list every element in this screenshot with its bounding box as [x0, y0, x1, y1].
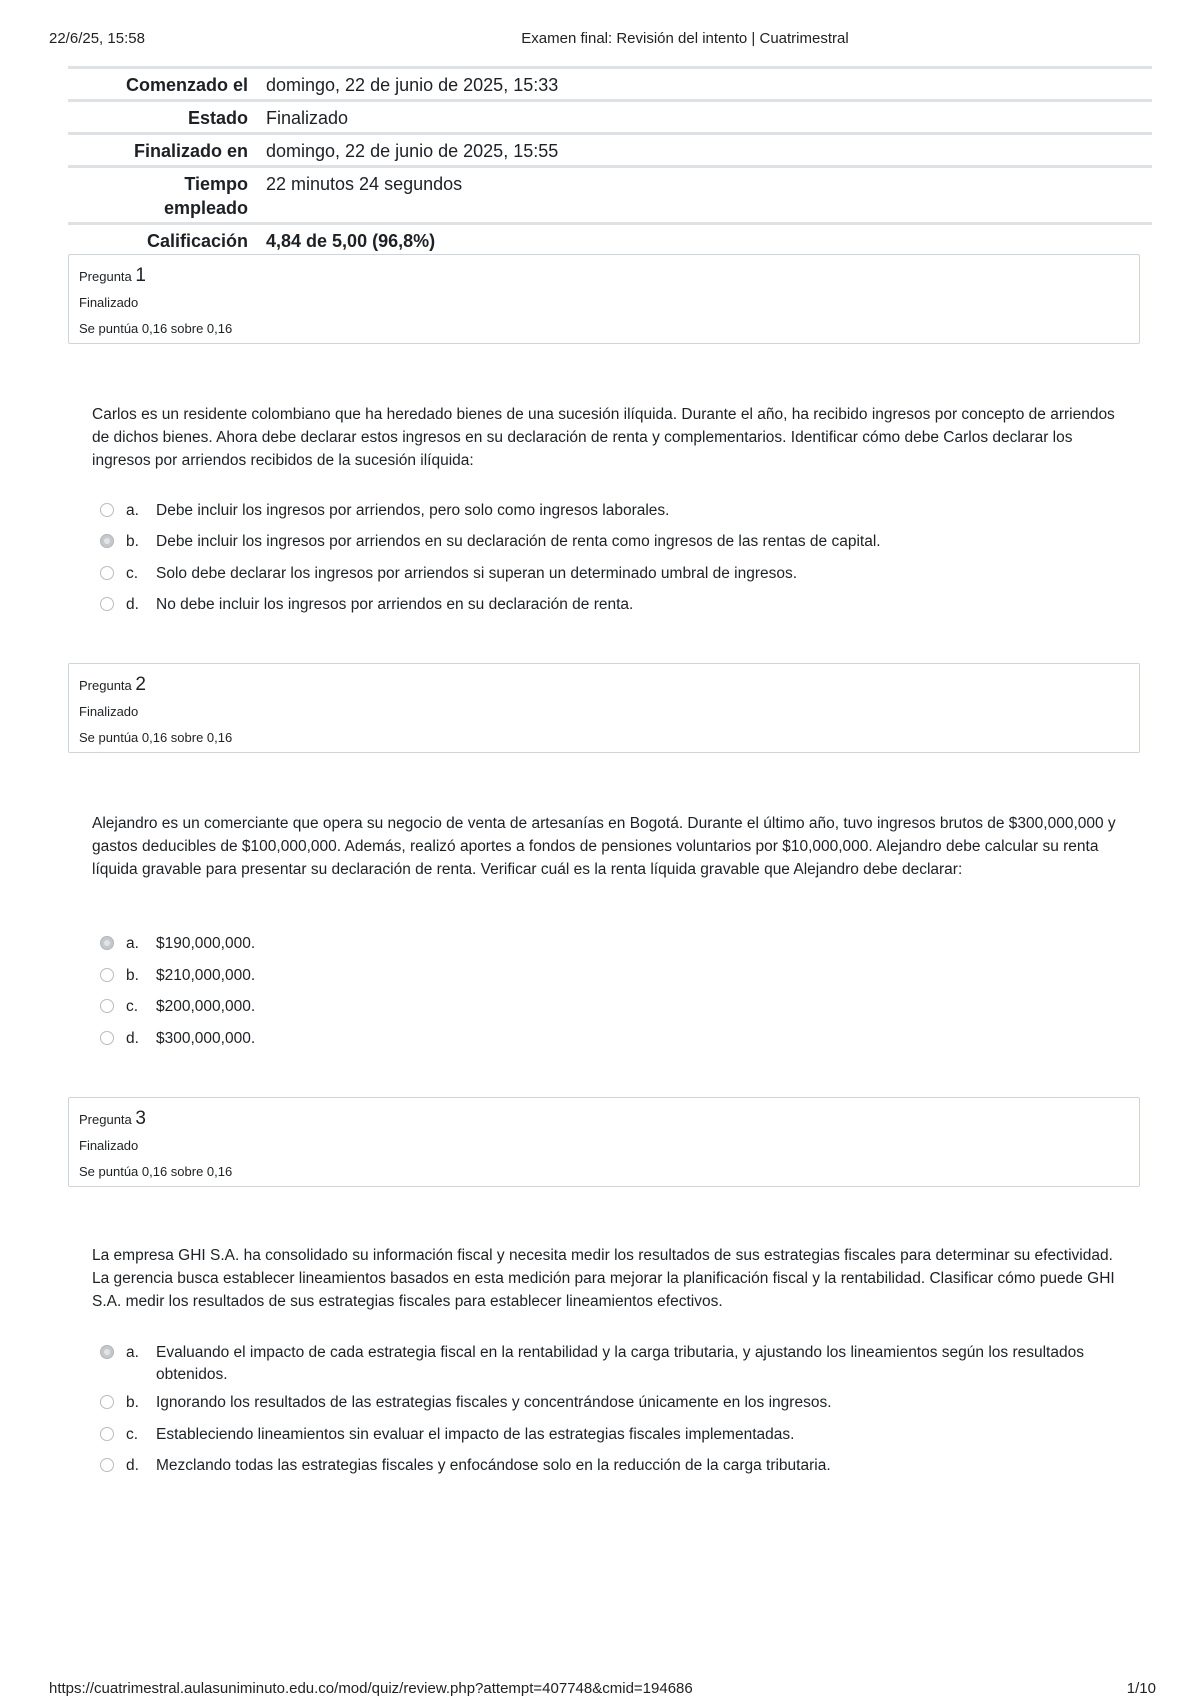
option-text: Mezclando todas las estrategias fiscales y enfocándose solo en la reducción de la carga tributaria. — [156, 1457, 831, 1474]
radio-button[interactable] — [100, 503, 114, 517]
page-url: https://cuatrimestral.aulasuniminuto.edu.co/mod/quiz/review.php?attempt=407748&cmid=194686 — [49, 1680, 693, 1697]
answer-option[interactable] — [100, 996, 1130, 1018]
option-text: $200,000,000. — [156, 998, 256, 1015]
question-label: Pregunta — [79, 1112, 132, 1127]
summary-value: 22 minutos 24 segundos — [266, 174, 463, 194]
answer-option[interactable] — [100, 933, 1130, 955]
option-text: Estableciendo lineamientos sin evaluar el impacto de las estrategias fiscales implementadas. — [156, 1426, 795, 1443]
question-state: Finalizado — [79, 1138, 139, 1153]
option-letter: c. — [126, 998, 139, 1015]
radio-button[interactable] — [100, 1031, 114, 1045]
answer-option[interactable] — [100, 1342, 1130, 1386]
radio-button[interactable] — [100, 1395, 114, 1409]
answer-option[interactable] — [100, 500, 1130, 522]
radio-button[interactable] — [100, 534, 114, 548]
option-text: Ignorando los resultados de las estrategias fiscales y concentrándose únicamente en los ingresos. — [156, 1394, 832, 1411]
radio-button[interactable] — [100, 566, 114, 580]
question-info-2 — [68, 663, 1140, 753]
answer-option[interactable] — [100, 1455, 1130, 1477]
option-letter: c. — [126, 1426, 139, 1443]
answer-option[interactable] — [100, 531, 1130, 553]
question-score: Se puntúa 0,16 sobre 0,16 — [79, 321, 233, 336]
radio-button[interactable] — [100, 968, 114, 982]
question-label: Pregunta — [79, 678, 132, 693]
option-letter: b. — [126, 533, 139, 550]
summary-row-time — [68, 165, 1152, 222]
option-letter: d. — [126, 1457, 139, 1474]
summary-row-finished — [68, 132, 1152, 165]
question-info-3 — [68, 1097, 1140, 1187]
print-datetime: 22/6/25, 15:58 — [49, 30, 145, 47]
option-letter: a. — [126, 1344, 139, 1361]
page-number: 1/10 — [1126, 1680, 1156, 1697]
summary-value: domingo, 22 de junio de 2025, 15:55 — [266, 141, 559, 161]
radio-button[interactable] — [100, 597, 114, 611]
question-info-1 — [68, 254, 1140, 344]
question-number: 1 — [135, 265, 146, 286]
summary-label: Tiempo empleado — [163, 174, 248, 218]
radio-button[interactable] — [100, 1458, 114, 1472]
radio-button[interactable] — [100, 999, 114, 1013]
question-text-3: La empresa GHI S.A. ha consolidado su información fiscal y necesita medir los resultados de sus estrategias fiscales para determinar su efectividad. La gerencia busca establecer lineamientos basados en esta medición para mejorar la planificación fiscal y la rentabilidad. Clasificar cómo puede GHI S.A. medir los resultados de sus estrategias fiscales para establecer lineamientos efectivos. — [92, 1247, 1115, 1310]
answer-option[interactable] — [100, 965, 1130, 987]
option-text: $190,000,000. — [156, 935, 256, 952]
question-score: Se puntúa 0,16 sobre 0,16 — [79, 730, 233, 745]
option-letter: c. — [126, 565, 139, 582]
question-number: 3 — [135, 1108, 146, 1129]
question-text-2: Alejandro es un comerciante que opera su negocio de venta de artesanías en Bogotá. Durante el último año, tuvo ingresos brutos de $300,000,000 y gastos deducibles de $100,000,000. Además, realizó aportes a fondos de pensiones voluntarios por $10,000,000. Alejandro debe calcular su renta líquida gravable para presentar su declaración de renta. Verificar cuál es la renta líquida gravable que Alejandro debe declarar: — [92, 815, 1116, 878]
option-letter: d. — [126, 596, 139, 613]
option-text: Debe incluir los ingresos por arriendos en su declaración de renta como ingresos de las rentas de capital. — [156, 533, 881, 550]
option-letter: d. — [126, 1030, 139, 1047]
summary-label: Finalizado en — [133, 141, 248, 161]
option-letter: a. — [126, 935, 139, 952]
option-text: No debe incluir los ingresos por arriendos en su declaración de renta. — [156, 596, 634, 613]
option-letter: b. — [126, 967, 139, 984]
attempt-summary — [68, 66, 1152, 255]
question-text-1: Carlos es un residente colombiano que ha heredado bienes de una sucesión ilíquida. Durante el año, ha recibido ingresos por concepto de arriendos de dichos bienes. Ahora debe declarar estos ingresos en su declaración de renta y complementarios. Identificar cómo debe Carlos declarar los ingresos por arriendos recibidos de la sucesión ilíquida: — [92, 406, 1115, 469]
option-text: Debe incluir los ingresos por arriendos, pero solo como ingresos laborales. — [156, 502, 670, 519]
summary-row-started — [68, 66, 1152, 99]
radio-button[interactable] — [100, 936, 114, 950]
summary-value: Finalizado — [266, 108, 349, 128]
answer-option[interactable] — [100, 1424, 1130, 1446]
summary-label: Comenzado el — [125, 75, 248, 95]
option-text: Solo debe declarar los ingresos por arriendos si superan un determinado umbral de ingresos. — [156, 565, 798, 582]
option-text: Evaluando el impacto de cada estrategia fiscal en la rentabilidad y la carga tributaria, y ajustando los lineamientos según los resultados obtenidos. — [156, 1344, 1084, 1383]
answer-option[interactable] — [100, 1392, 1130, 1414]
question-number: 2 — [135, 674, 146, 695]
answer-option[interactable] — [100, 1028, 1130, 1050]
summary-value: 4,84 de 5,00 (96,8%) — [266, 231, 436, 251]
question-state: Finalizado — [79, 295, 139, 310]
page-title: Examen final: Revisión del intento | Cuatrimestral — [521, 30, 849, 47]
question-label: Pregunta — [79, 269, 132, 284]
answer-option[interactable] — [100, 594, 1130, 616]
summary-value: domingo, 22 de junio de 2025, 15:33 — [266, 75, 559, 95]
summary-row-grade — [68, 222, 1152, 255]
question-score: Se puntúa 0,16 sobre 0,16 — [79, 1164, 233, 1179]
summary-row-state — [68, 99, 1152, 132]
radio-button[interactable] — [100, 1345, 114, 1359]
question-state: Finalizado — [79, 704, 139, 719]
option-letter: a. — [126, 502, 139, 519]
summary-label: Calificación — [146, 231, 248, 251]
option-text: $300,000,000. — [156, 1030, 256, 1047]
option-text: $210,000,000. — [156, 967, 256, 984]
answer-option[interactable] — [100, 563, 1130, 585]
summary-label: Estado — [187, 108, 248, 128]
option-letter: b. — [126, 1394, 139, 1411]
radio-button[interactable] — [100, 1427, 114, 1441]
